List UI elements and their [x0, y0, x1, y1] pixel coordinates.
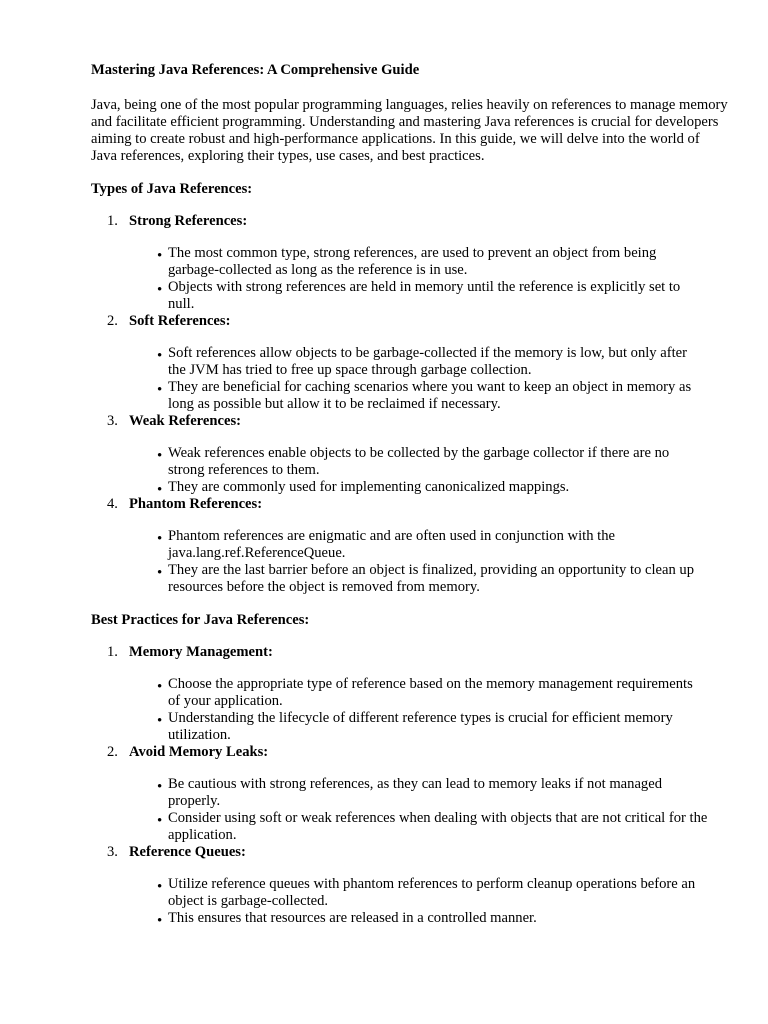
types-list [91, 213, 728, 596]
document-title: Mastering Java References: A Comprehensive Guide [91, 62, 420, 78]
item-title: Weak References: [129, 413, 241, 429]
item-number: 1. [107, 644, 118, 660]
item-number: 2. [107, 313, 118, 329]
list-item [91, 644, 728, 744]
bullet-list [91, 345, 728, 413]
list-item [91, 496, 728, 596]
item-number: 2. [107, 744, 118, 760]
bullet-item: • Be cautious with strong references, as they can lead to memory leaks if not managed properly. [91, 776, 708, 810]
bullet-list [91, 445, 728, 496]
bullet-item: • They are the last barrier before an object is finalized, providing an opportunity to clean up resources before the object is removed from memory. [91, 562, 708, 596]
item-title: Avoid Memory Leaks: [129, 744, 269, 760]
list-item [91, 744, 728, 844]
bullet-item: • The most common type, strong references, are used to prevent an object from being garbage-collected as long as the reference is in use. [91, 245, 708, 279]
bullet-item: • Phantom references are enigmatic and are often used in conjunction with the java.lang.ref.ReferenceQueue. [91, 528, 708, 562]
bullet-list [91, 676, 728, 744]
bullet-item: • Weak references enable objects to be collected by the garbage collector if there are no strong references to them. [91, 445, 708, 479]
bullet-item: • Choose the appropriate type of reference based on the memory management requirements of your application. [91, 676, 708, 710]
list-item [91, 313, 728, 413]
item-title: Soft References: [129, 313, 231, 329]
list-item [91, 413, 728, 496]
bullet-item: • This ensures that resources are released in a controlled manner. [91, 910, 708, 927]
item-number: 1. [107, 213, 118, 229]
practices-heading: Best Practices for Java References: [91, 612, 310, 628]
bullet-item: • Understanding the lifecycle of different reference types is crucial for efficient memory utilization. [91, 710, 708, 744]
item-number: 3. [107, 413, 118, 429]
bullet-list [91, 245, 728, 313]
practices-list [91, 644, 728, 927]
intro-paragraph: Java, being one of the most popular programming languages, relies heavily on references to manage memory and facilitate efficient programming. Understanding and mastering Java references is crucial for developers aiming to create robust and high-performance applications. In this guide, we will delve into the world of Java references, exploring their types, use cases, and best practices. [91, 97, 728, 164]
bullet-list [91, 876, 728, 927]
item-title: Reference Queues: [129, 844, 246, 860]
bullet-item: • Objects with strong references are held in memory until the reference is explicitly set to null. [91, 279, 708, 313]
item-title: Phantom References: [129, 496, 263, 512]
bullet-item: • Utilize reference queues with phantom references to perform cleanup operations before an object is garbage-collected. [91, 876, 708, 910]
item-number: 4. [107, 496, 118, 512]
list-item [91, 213, 728, 313]
bullet-list [91, 776, 728, 844]
list-item [91, 844, 728, 927]
item-title: Memory Management: [129, 644, 273, 660]
bullet-item: • Soft references allow objects to be garbage-collected if the memory is low, but only after the JVM has tried to free up space through garbage collection. [91, 345, 708, 379]
bullet-list [91, 528, 728, 596]
item-number: 3. [107, 844, 118, 860]
item-title: Strong References: [129, 213, 248, 229]
types-heading: Types of Java References: [91, 181, 253, 197]
bullet-item: • They are commonly used for implementing canonicalized mappings. [91, 479, 708, 496]
bullet-item: • Consider using soft or weak references when dealing with objects that are not critical for the application. [91, 810, 708, 844]
bullet-item: • They are beneficial for caching scenarios where you want to keep an object in memory as long as possible but allow it to be reclaimed if necessary. [91, 379, 708, 413]
